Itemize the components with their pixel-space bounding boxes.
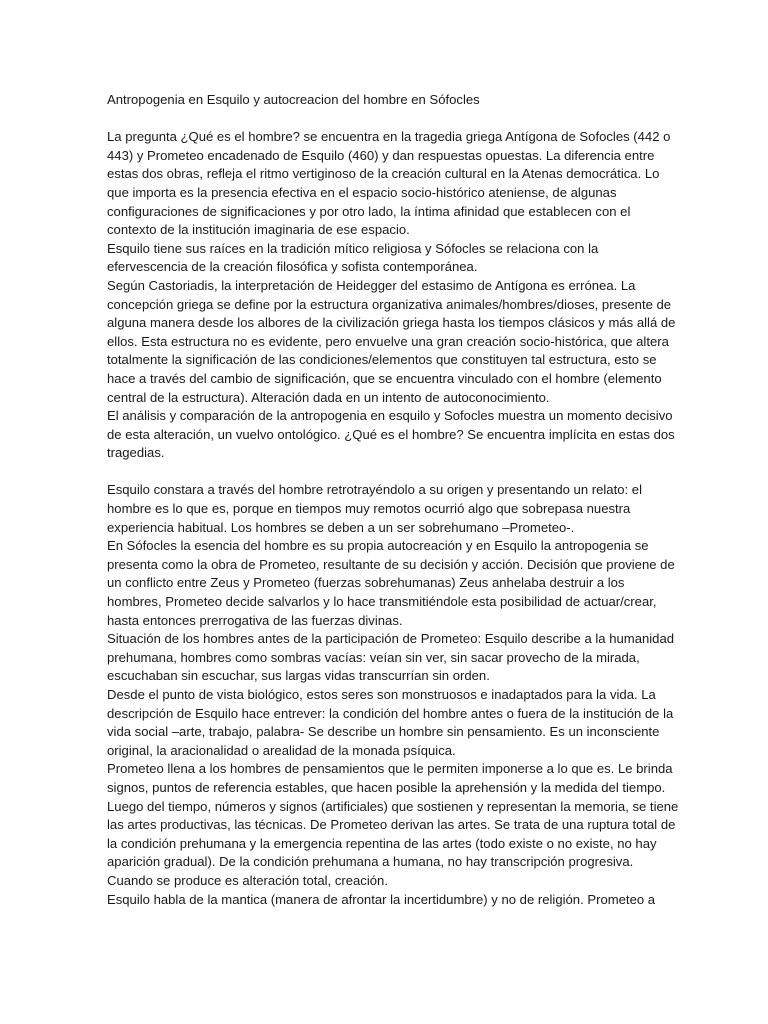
paragraph-gap <box>107 463 682 482</box>
paragraph: Situación de los hombres antes de la participación de Prometeo: Esquilo describe a la humanidad prehumana, hombres como sombras vacías: veían sin ver, sin sacar provecho de la mirada, escuchaban sin escuchar, sus largas vidas transcurrían sin orden. <box>107 631 675 684</box>
paragraph: En Sófocles la esencia del hombre es su propia autocreación y en Esquilo la antropogenia se presenta como la obra de Prometeo, resultante de su decisión y acción. Decisión que proviene de un conflicto entre Zeus y Prometeo (fuerzas sobrehumanas) Zeus anhelaba destruir a los hombres, Prometeo decide salvarlos y lo hace transmitiéndole esta posibilidad de actuar/crear, hasta entonces prerrogativa de las fuerzas divinas. <box>107 538 675 628</box>
paragraph: El análisis y comparación de la antropogenia en esquilo y Sofocles muestra un momento decisivo de esta alteración, un vuelvo ontológico. ¿Qué es el hombre? Se encuentra implícita en estas dos tragedias. <box>107 408 675 461</box>
paragraph: Esquilo tiene sus raíces en la tradición mítico religiosa y Sófocles se relaciona con la efervescencia de la creación filosófica y sofista contemporánea. <box>107 240 599 275</box>
paragraph: Según Castoriadis, la interpretación de Heidegger del estasimo de Antígona es errónea. La concepción griega se define por la estructura organizativa animales/hombres/dioses, presente de alguna manera desde los albores de la civilización griega hasta los tiempos clásicos y más allá de ellos. Esta estructura no es evidente, pero envuelve una gran creación socio-histórica, que altera totalmente la significación de las condiciones/elementos que constituyen tal estructura, esto se hace a través del cambio de significación, que se encuentra vinculado con el hombre (elemento central de la estructura). Alteración dada en un intento de autoconocimiento. <box>107 277 676 405</box>
document-title: Antropogenia en Esquilo y autocreacion del hombre en Sófocles <box>107 92 480 107</box>
paragraph: Desde el punto de vista biológico, estos seres son monstruosos e inadaptados para la vida. La descripción de Esquilo hace entrever: la condición del hombre antes o fuera de la institución de la vida social –arte, trabajo, palabra- Se describe un hombre sin pensamiento. Es un inconsciente original, la aracionalidad o arealidad de la monada psíquica. <box>107 687 674 758</box>
paragraph: Prometeo llena a los hombres de pensamientos que le permiten imponerse a lo que es. Le brinda signos, puntos de referencia estables, que hacen posible la aprehensión y la medida del tiempo. Luego del tiempo, números y signos (artificiales) que sostienen y representan la memoria, se tiene las artes productivas, las técnicas. De Prometeo derivan las artes. Se trata de una ruptura total de la condición prehumana y la emergencia repentina de las artes (todo existe o no existe, no hay aparición gradual). De la condición prehumana a humana, no hay transcripción progresiva. Cuando se produce es alteración total, creación. <box>107 761 679 888</box>
paragraph: Esquilo habla de la mantica (manera de afrontar la incertidumbre) y no de religión. Prometeo a <box>107 891 656 907</box>
paragraph: Esquilo constara a través del hombre retrotrayéndolo a su origen y presentando un relato: el hombre es lo que es, porque en tiempos muy remotos ocurrió algo que sobrepasa nuestra experiencia habitual. Los hombres se deben a un ser sobrehumano –Prometeo-. <box>107 482 642 535</box>
document-body <box>107 91 682 909</box>
paragraph: La pregunta ¿Qué es el hombre? se encuentra en la tragedia griega Antígona de Sofocles (442 o 443) y Prometeo encadenado de Esquilo (460) y dan respuestas opuestas. La diferencia entre estas dos obras, refleja el ritmo vertiginoso de la creación cultural en la Atenas democrática. Lo que importa es la presencia efectiva en el espacio socio-histórico ateniense, de algunas configuraciones de significaciones y por otro lado, la íntima afinidad que establecen con el contexto de la institución imaginaria de ese espacio. <box>107 129 671 238</box>
